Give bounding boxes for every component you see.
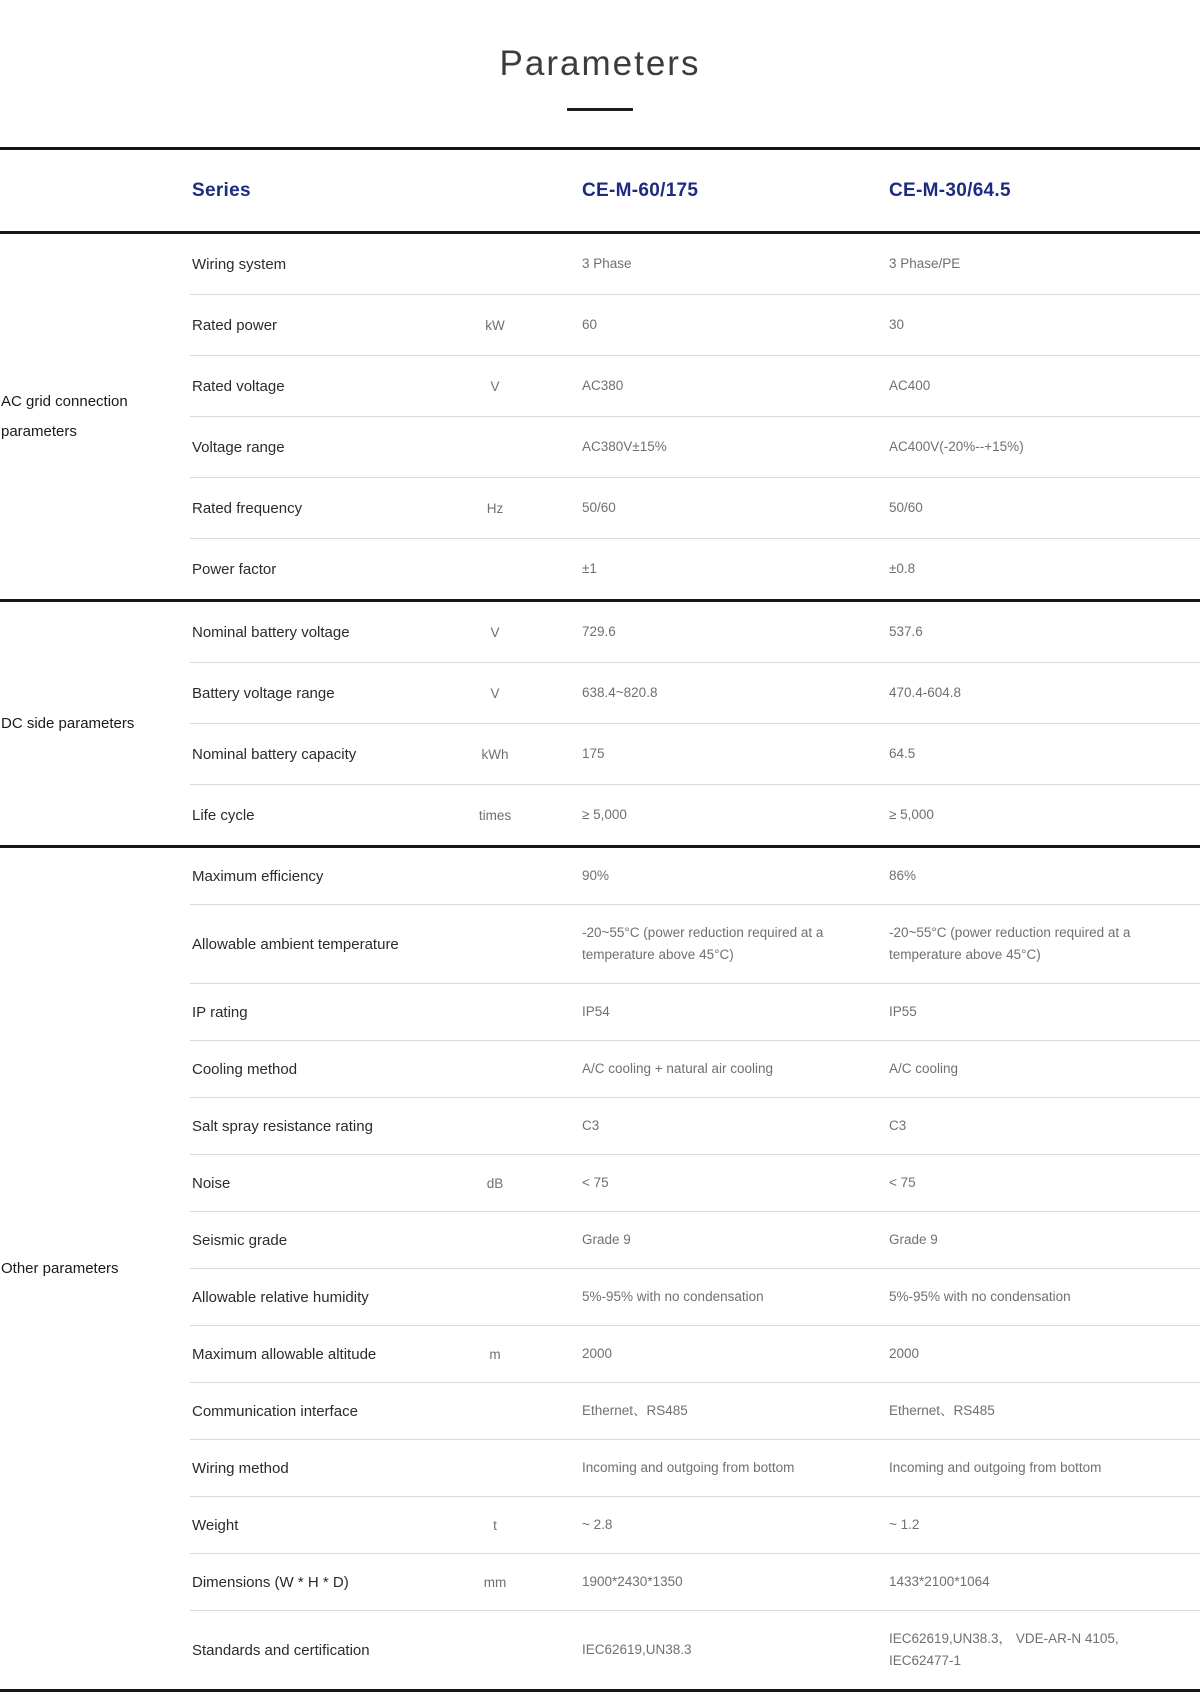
value-model-1-text: Ethernet、RS485: [582, 1403, 688, 1418]
value-model-2: [889, 743, 1200, 765]
parameter-label: Allowable ambient temperature: [192, 935, 399, 953]
unit-label: V: [490, 685, 500, 701]
parameter-label: Salt spray resistance rating: [192, 1117, 373, 1135]
value-model-1: [540, 1115, 889, 1137]
table-row: [190, 1268, 1200, 1325]
parameter-label: Voltage range: [192, 438, 285, 456]
table-row: [190, 1382, 1200, 1439]
value-model-2-text: Incoming and outgoing from bottom: [889, 1460, 1102, 1475]
unit-label: V: [490, 624, 500, 640]
value-model-2: [889, 804, 1200, 826]
section-rows: [190, 602, 1200, 845]
table-row: [190, 1154, 1200, 1211]
value-model-2: [889, 682, 1200, 704]
parameters-table: [0, 147, 1200, 1692]
parameter-label: Standards and certification: [192, 1641, 370, 1659]
value-model-2-text: Ethernet、RS485: [889, 1403, 995, 1418]
parameter-label: Cooling method: [192, 1060, 298, 1078]
value-model-1-text: < 75: [582, 1175, 609, 1190]
table-row: [190, 355, 1200, 416]
value-model-2-text: 2000: [889, 1346, 920, 1361]
value-model-1: [540, 558, 889, 580]
value-model-2: [889, 314, 1200, 336]
value-model-1: [540, 1058, 889, 1080]
section-group-cell: [0, 234, 190, 599]
value-model-2: [889, 253, 1200, 275]
series-column-header: Series: [192, 179, 251, 201]
parameter-label: Allowable relative humidity: [192, 1288, 369, 1306]
table-row: [190, 848, 1200, 904]
table-section: [0, 848, 1200, 1689]
table-row: [190, 416, 1200, 477]
value-model-2-text: IEC62619,UN38.3， VDE-AR-N 4105, IEC62477-1: [889, 1631, 1119, 1668]
parameter-label: Seismic grade: [192, 1231, 288, 1249]
value-model-1-text: 1900*2430*1350: [582, 1574, 683, 1589]
table-row: [190, 662, 1200, 723]
value-model-1-text: A/C cooling + natural air cooling: [582, 1061, 773, 1076]
value-model-2-text: IP55: [889, 1004, 917, 1019]
parameter-label: Battery voltage range: [192, 684, 335, 702]
parameter-label: IP rating: [192, 1003, 248, 1021]
section-rows: [190, 234, 1200, 599]
value-model-1: [540, 1229, 889, 1251]
parameter-label: Rated frequency: [192, 499, 303, 517]
value-model-2: [889, 1286, 1200, 1308]
unit-label: mm: [483, 1574, 507, 1590]
value-model-1-text: Incoming and outgoing from bottom: [582, 1460, 795, 1475]
section-group-label: Other parameters: [1, 1259, 119, 1277]
page-title: Parameters: [499, 44, 701, 83]
value-model-2: [889, 1628, 1200, 1672]
value-model-2: [889, 375, 1200, 397]
parameter-label: Wiring method: [192, 1459, 289, 1477]
unit-label: times: [478, 807, 512, 823]
value-model-1: [540, 1400, 889, 1422]
value-model-1: [540, 314, 889, 336]
unit-label: kW: [485, 317, 505, 333]
value-model-1-text: 90%: [582, 868, 610, 883]
unit-label: m: [489, 1346, 501, 1362]
title-block: [0, 0, 1200, 111]
value-model-1-text: 5%-95% with no condensation: [582, 1289, 764, 1304]
value-model-1: [540, 436, 889, 458]
value-model-1: [540, 621, 889, 643]
parameter-label: Dimensions (W * H * D): [192, 1573, 349, 1591]
value-model-2: [889, 436, 1200, 458]
section-group-cell: [0, 602, 190, 845]
section-group-label: DC side parameters: [1, 714, 135, 732]
parameter-label: Life cycle: [192, 806, 255, 824]
value-model-2-text: C3: [889, 1118, 907, 1133]
parameter-label: Nominal battery voltage: [192, 623, 350, 641]
value-model-2: [889, 1571, 1200, 1593]
table-row: [190, 1439, 1200, 1496]
parameter-label: Nominal battery capacity: [192, 745, 357, 763]
value-model-1: [540, 497, 889, 519]
value-model-2-text: -20~55°C (power reduction required at a temperature above 45°C): [889, 925, 1131, 962]
section-group-label: AC grid connection parameters: [1, 392, 128, 440]
table-row: [190, 723, 1200, 784]
value-model-1: [540, 375, 889, 397]
value-model-1: [540, 1172, 889, 1194]
value-model-2: [889, 558, 1200, 580]
value-model-1: [540, 743, 889, 765]
value-model-1: [540, 682, 889, 704]
value-model-2-text: 86%: [889, 868, 917, 883]
value-model-2-text: 5%-95% with no condensation: [889, 1289, 1071, 1304]
model-1-column-header: CE-M-60/175: [582, 179, 699, 201]
table-row: [190, 784, 1200, 845]
table-row: [190, 477, 1200, 538]
value-model-1: [540, 1514, 889, 1536]
parameter-label: Weight: [192, 1516, 239, 1534]
table-section: [0, 234, 1200, 602]
value-model-1: [540, 1457, 889, 1479]
value-model-1-text: 60: [582, 317, 598, 332]
value-model-1-text: ~ 2.8: [582, 1517, 613, 1532]
section-group-cell: [0, 848, 190, 1689]
unit-label: t: [493, 1517, 497, 1533]
unit-label: dB: [486, 1175, 504, 1191]
table-row: [190, 1097, 1200, 1154]
parameter-label: Rated voltage: [192, 377, 285, 395]
table-row: [190, 1040, 1200, 1097]
value-model-1-text: -20~55°C (power reduction required at a temperature above 45°C): [582, 925, 824, 962]
table-row: [190, 294, 1200, 355]
parameter-label: Communication interface: [192, 1402, 358, 1420]
value-model-2: [889, 621, 1200, 643]
value-model-1: [540, 1343, 889, 1365]
value-model-2-text: AC400: [889, 378, 931, 393]
unit-label: kWh: [481, 746, 509, 762]
table-row: [190, 1610, 1200, 1689]
value-model-1: [540, 804, 889, 826]
table-body: [0, 234, 1200, 1689]
value-model-2-text: 537.6: [889, 624, 923, 639]
value-model-2: [889, 1514, 1200, 1536]
table-section: [0, 602, 1200, 848]
value-model-1-text: 175: [582, 746, 605, 761]
value-model-1-text: AC380: [582, 378, 624, 393]
value-model-1-text: Grade 9: [582, 1232, 631, 1247]
section-rows: [190, 848, 1200, 1689]
value-model-1-text: IEC62619,UN38.3: [582, 1642, 692, 1657]
value-model-1: [540, 253, 889, 275]
table-row: [190, 904, 1200, 983]
value-model-1-text: 638.4~820.8: [582, 685, 658, 700]
value-model-2: [889, 865, 1200, 887]
value-model-1-text: IP54: [582, 1004, 610, 1019]
value-model-2-text: ±0.8: [889, 561, 916, 576]
title-underline: [567, 108, 633, 111]
table-row: [190, 1325, 1200, 1382]
table-row: [190, 1211, 1200, 1268]
model-2-column-header: CE-M-30/64.5: [889, 179, 1011, 201]
value-model-1-text: 2000: [582, 1346, 613, 1361]
value-model-1-text: 729.6: [582, 624, 616, 639]
value-model-2-text: 64.5: [889, 746, 916, 761]
value-model-1: [540, 1001, 889, 1023]
value-model-1-text: C3: [582, 1118, 600, 1133]
value-model-2: [889, 1343, 1200, 1365]
table-row: [190, 602, 1200, 662]
value-model-2: [889, 1229, 1200, 1251]
value-model-2: [889, 1058, 1200, 1080]
value-model-2: [889, 1457, 1200, 1479]
table-row: [190, 1496, 1200, 1553]
table-header-row: [0, 150, 1200, 234]
parameter-label: Wiring system: [192, 255, 287, 273]
value-model-2-text: 3 Phase/PE: [889, 256, 961, 271]
value-model-1-text: 3 Phase: [582, 256, 632, 271]
value-model-1: [540, 865, 889, 887]
value-model-2: [889, 1400, 1200, 1422]
value-model-2: [889, 1001, 1200, 1023]
value-model-2: [889, 922, 1200, 966]
parameter-label: Power factor: [192, 560, 277, 578]
value-model-1-text: 50/60: [582, 500, 616, 515]
value-model-2: [889, 1172, 1200, 1194]
table-row: [190, 983, 1200, 1040]
value-model-2: [889, 1115, 1200, 1137]
table-row: [190, 1553, 1200, 1610]
value-model-2-text: < 75: [889, 1175, 916, 1190]
value-model-2-text: ~ 1.2: [889, 1517, 920, 1532]
value-model-2-text: 1433*2100*1064: [889, 1574, 990, 1589]
unit-label: Hz: [486, 500, 504, 516]
unit-label: V: [490, 378, 500, 394]
value-model-2-text: 470.4-604.8: [889, 685, 962, 700]
value-model-2-text: A/C cooling: [889, 1061, 959, 1076]
value-model-2-text: AC400V(-20%--+15%): [889, 439, 1024, 454]
value-model-2: [889, 497, 1200, 519]
parameter-label: Maximum efficiency: [192, 867, 324, 885]
value-model-1-text: ±1: [582, 561, 597, 576]
value-model-2-text: ≥ 5,000: [889, 807, 934, 822]
value-model-1: [540, 922, 889, 966]
parameter-label: Rated power: [192, 316, 278, 334]
value-model-1: [540, 1286, 889, 1308]
value-model-2-text: 30: [889, 317, 905, 332]
value-model-2-text: 50/60: [889, 500, 923, 515]
value-model-1: [540, 1571, 889, 1593]
parameter-label: Noise: [192, 1174, 231, 1192]
table-row: [190, 234, 1200, 294]
parameter-label: Maximum allowable altitude: [192, 1345, 377, 1363]
table-row: [190, 538, 1200, 599]
value-model-2-text: Grade 9: [889, 1232, 938, 1247]
value-model-1-text: AC380V±15%: [582, 439, 667, 454]
value-model-1-text: ≥ 5,000: [582, 807, 627, 822]
